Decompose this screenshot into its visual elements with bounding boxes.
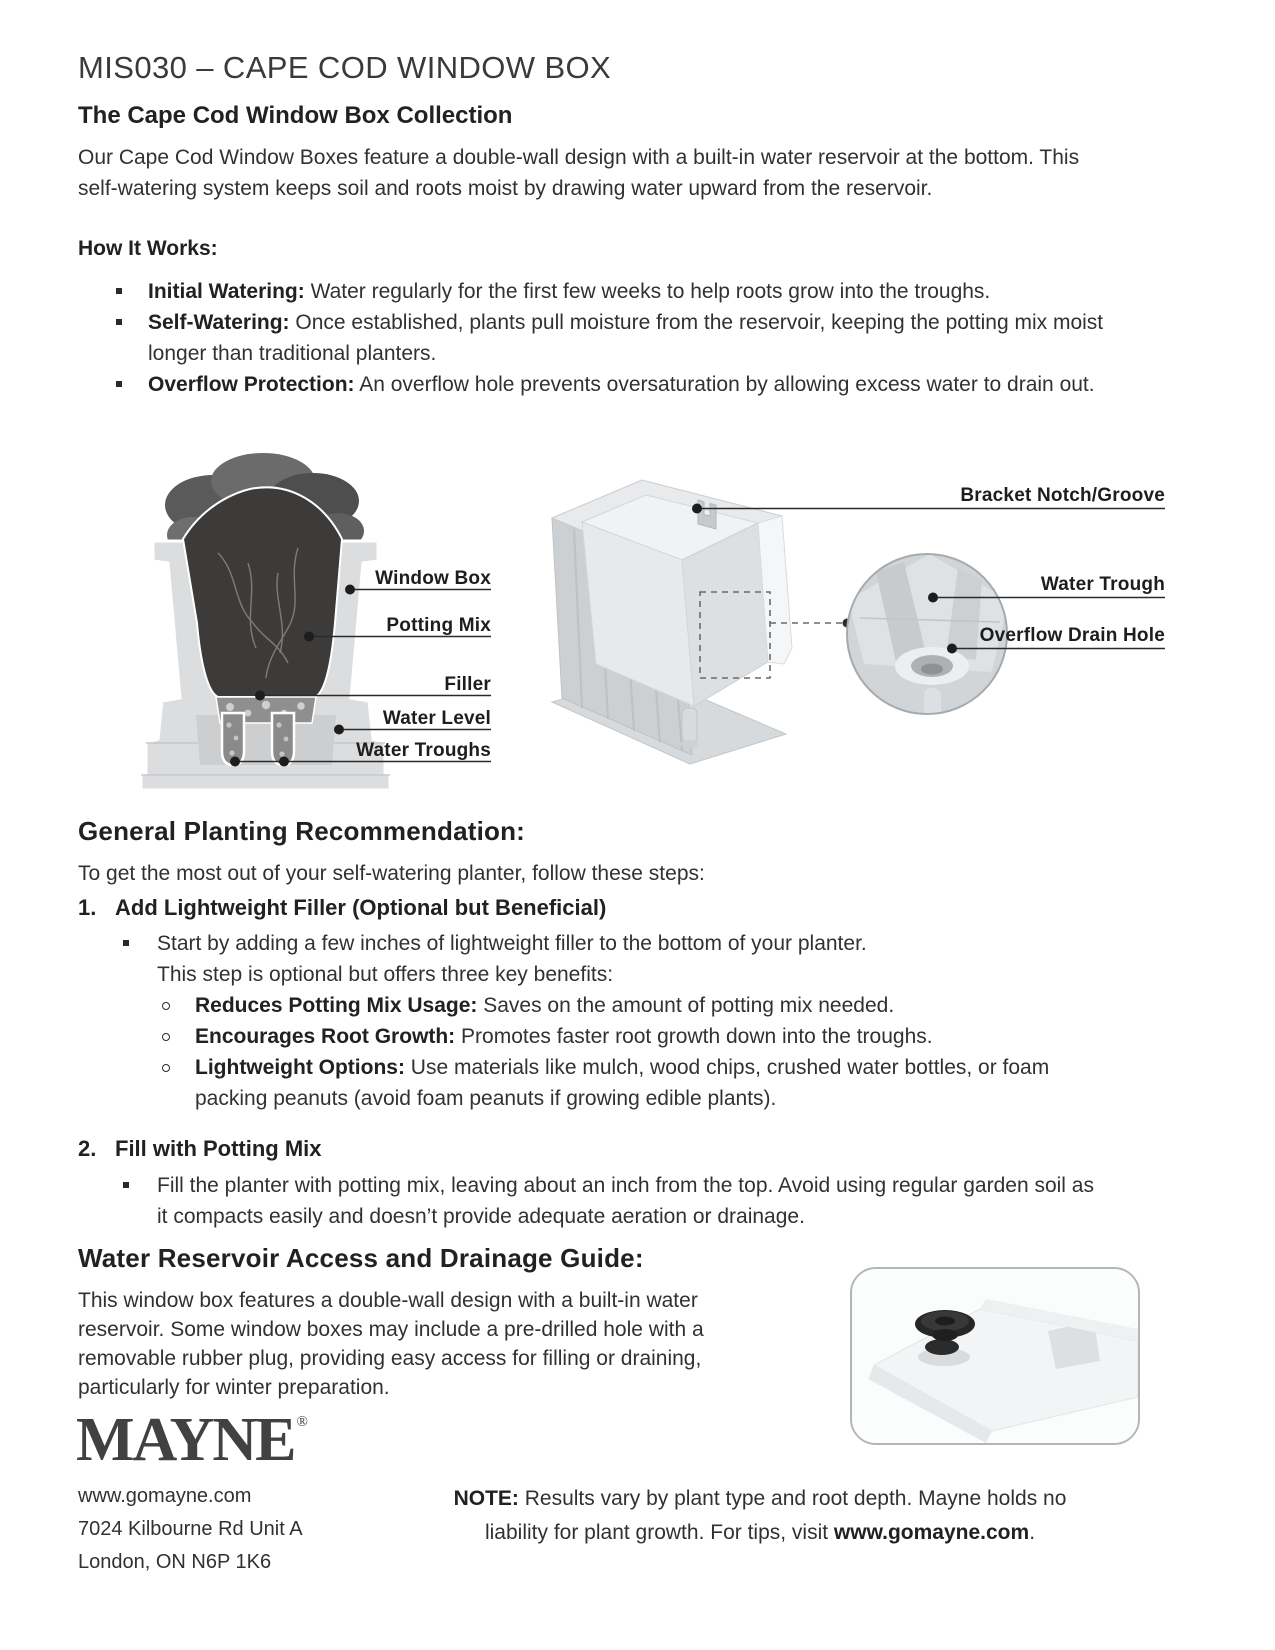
step1-heading bbox=[78, 895, 606, 921]
callout-dot bbox=[928, 593, 938, 603]
svg-text:Water Troughs: Water Troughs bbox=[356, 740, 491, 761]
mayne-logo bbox=[76, 1392, 308, 1474]
list-item bbox=[78, 276, 1118, 307]
square-bullet-icon bbox=[116, 288, 122, 294]
list-item bbox=[78, 1170, 1097, 1232]
square-bullet-icon bbox=[123, 940, 129, 946]
footer-website: www.gomayne.com bbox=[78, 1485, 252, 1507]
bullet-lead: Encourages Root Growth: bbox=[195, 1025, 456, 1048]
drain-plug-photo bbox=[850, 1267, 1140, 1445]
bullet-text: Promotes faster root growth down into the troughs. bbox=[455, 1025, 933, 1048]
step-number: 2. bbox=[78, 1136, 97, 1161]
callout-bracket-notch bbox=[692, 485, 1165, 514]
callout-dot bbox=[345, 585, 355, 595]
bullet-text: Use materials like mulch, wood chips, crushed water bottles, or foam packing peanuts (avoid foam peanuts if growing edible plants). bbox=[195, 1056, 1050, 1110]
footer-note bbox=[395, 1482, 1125, 1550]
square-bullet-icon bbox=[116, 381, 122, 387]
svg-text:Bracket Notch/Groove: Bracket Notch/Groove bbox=[960, 485, 1165, 506]
bullet-text: Once established, plants pull moisture from the reservoir, keeping the potting mix moist longer than traditional planters. bbox=[148, 311, 1104, 365]
callout-dot bbox=[255, 691, 265, 701]
registered-trademark-icon: ® bbox=[296, 1414, 308, 1430]
planting-heading: General Planting Recommendation: bbox=[78, 816, 526, 846]
how-it-works-heading: How It Works: bbox=[78, 237, 218, 260]
step1-list bbox=[78, 928, 1118, 1114]
step2-heading bbox=[78, 1136, 322, 1162]
bullet-text: This step is optional but offers three key benefits: bbox=[157, 963, 614, 986]
drain-plug-illustration bbox=[852, 1269, 1138, 1443]
footer-address-line1: 7024 Kilbourne Rd Unit A bbox=[78, 1518, 303, 1540]
footer-address-line2: London, ON N6P 1K6 bbox=[78, 1551, 272, 1573]
cutaway-diagram bbox=[530, 450, 1175, 780]
cross-section-diagram bbox=[138, 443, 495, 793]
list-item bbox=[78, 1021, 1115, 1052]
potting-mix-illustration bbox=[183, 487, 342, 697]
list-item bbox=[78, 990, 1115, 1021]
reservoir-paragraph: This window box features a double-wall design with a built-in water reservoir. Some window boxes may include a pre-drilled hole with a removable rubber plug, providing easy access for filling or draining, particularly for winter preparation. bbox=[78, 1289, 704, 1399]
bullet-lead: Initial Watering: bbox=[148, 280, 305, 303]
callout-overflow-drain-hole bbox=[947, 625, 1165, 654]
square-bullet-icon bbox=[123, 1182, 129, 1188]
page-title: MIS030 – CAPE COD WINDOW BOX bbox=[78, 50, 612, 85]
note-line1: NOTE: Results vary by plant type and root depth. Mayne holds no bbox=[453, 1487, 1067, 1510]
svg-text:Overflow Drain Hole: Overflow Drain Hole bbox=[979, 625, 1165, 646]
step-number: 1. bbox=[78, 895, 97, 920]
bullet-lead: Lightweight Options: bbox=[195, 1056, 405, 1079]
bullet-lead: Reduces Potting Mix Usage: bbox=[195, 994, 478, 1017]
callout-dot bbox=[304, 632, 314, 642]
mayne-logo-text: MAYNE bbox=[76, 1406, 295, 1474]
circle-bullet-icon bbox=[162, 1064, 170, 1072]
bullet-text: Start by adding a few inches of lightweight filler to the bottom of your planter. bbox=[157, 932, 867, 955]
planting-intro: To get the most out of your self-watering planter, follow these steps: bbox=[78, 862, 705, 885]
drain-spout-illustration bbox=[682, 708, 697, 742]
callout-dot bbox=[334, 725, 344, 735]
callout-dot bbox=[279, 757, 289, 767]
note-line2: liability for plant growth. For tips, visit www.gomayne.com. bbox=[484, 1521, 1036, 1544]
step2-list bbox=[78, 1170, 1098, 1232]
intro-heading: The Cape Cod Window Box Collection bbox=[78, 102, 513, 129]
bullet-lead: Self-Watering: bbox=[148, 311, 290, 334]
bullet-text: Fill the planter with potting mix, leaving about an inch from the top. Avoid using regular garden soil as it compacts easily and doesn’t provide adequate aeration or drainage. bbox=[157, 1174, 1094, 1228]
step-title: Add Lightweight Filler (Optional but Beneficial) bbox=[115, 895, 607, 920]
how-it-works-list bbox=[78, 276, 1118, 400]
svg-text:Water Level: Water Level bbox=[382, 708, 491, 729]
note-website-link: www.gomayne.com bbox=[833, 1521, 1030, 1544]
square-bullet-icon bbox=[116, 319, 122, 325]
callout-window-box bbox=[345, 568, 491, 595]
svg-text:Water Trough: Water Trough bbox=[1040, 574, 1165, 595]
bullet-lead: Overflow Protection: bbox=[148, 373, 355, 396]
list-item bbox=[78, 369, 1118, 400]
callout-dot bbox=[947, 644, 957, 654]
bullet-text: Saves on the amount of potting mix needed. bbox=[477, 994, 895, 1017]
window-box-cutaway-illustration bbox=[552, 480, 792, 764]
intro-paragraph: Our Cape Cod Window Boxes feature a double-wall design with a built-in water reservoir at the bottom. This self-watering system keeps soil and roots moist by drawing water upward from the reservoir. bbox=[78, 146, 1080, 200]
circle-bullet-icon bbox=[162, 1033, 170, 1041]
bullet-text: Water regularly for the first few weeks to help roots grow into the troughs. bbox=[304, 280, 991, 303]
step-title: Fill with Potting Mix bbox=[115, 1136, 322, 1161]
list-item bbox=[78, 1052, 1100, 1114]
list-item bbox=[78, 307, 1118, 369]
callout-dot bbox=[692, 504, 702, 514]
bullet-text: An overflow hole prevents oversaturation by allowing excess water to drain out. bbox=[354, 373, 1095, 396]
svg-text:Window Box: Window Box bbox=[375, 568, 491, 589]
list-item bbox=[78, 959, 1118, 990]
svg-text:Potting Mix: Potting Mix bbox=[386, 615, 491, 636]
callout-dot bbox=[230, 757, 240, 767]
reservoir-heading: Water Reservoir Access and Drainage Guide: bbox=[78, 1243, 644, 1273]
list-item bbox=[78, 928, 1118, 959]
note-label: NOTE: bbox=[453, 1487, 519, 1510]
circle-bullet-icon bbox=[162, 1002, 170, 1010]
svg-text:Filler: Filler bbox=[444, 674, 491, 695]
